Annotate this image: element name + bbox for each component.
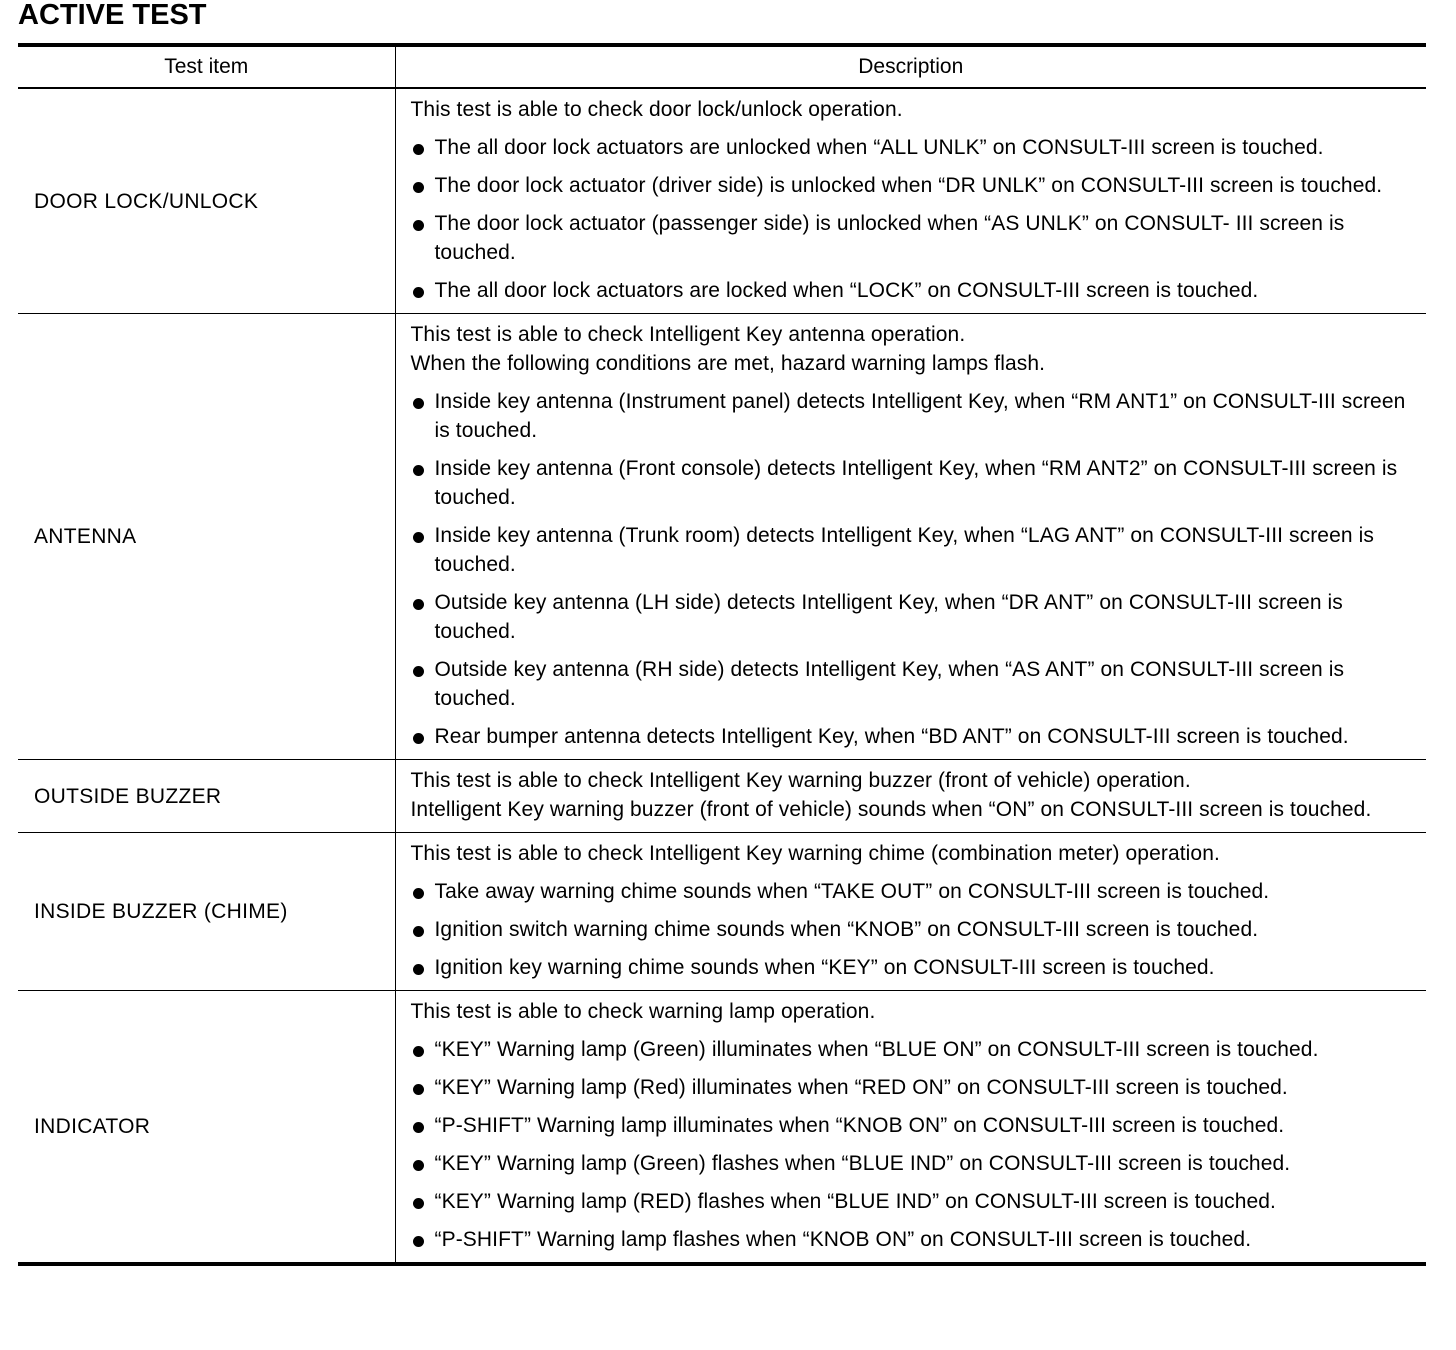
bullet-item [411, 387, 1415, 445]
header-description: Description [395, 45, 1426, 88]
bullet-item [411, 209, 1415, 267]
table-row [18, 314, 1426, 760]
description-intro-line: This test is able to check Intelligent Key warning buzzer (front of vehicle) operation. [410, 769, 1191, 792]
bullet-dot-icon [413, 287, 424, 298]
description-cell [395, 760, 1426, 833]
bullet-list [411, 387, 1415, 751]
bullet-text: Rear bumper antenna detects Intelligent Key, when “BD ANT” on CONSULT-III screen is touched. [434, 725, 1349, 748]
bullet-text: Ignition switch warning chime sounds when “KNOB” on CONSULT-III screen is touched. [434, 918, 1259, 941]
bullet-dot-icon [413, 1236, 424, 1247]
bullet-text: The door lock actuator (passenger side) is unlocked when “AS UNLK” on CONSULT- III screen is touched. [434, 212, 1345, 264]
bullet-dot-icon [413, 1198, 424, 1209]
bullet-item [411, 171, 1415, 200]
description-cell [395, 833, 1426, 991]
active-test-table [18, 43, 1426, 1266]
bullet-text: The all door lock actuators are locked when “LOCK” on CONSULT-III screen is touched. [434, 279, 1259, 302]
bullet-dot-icon [413, 532, 424, 543]
bullet-text: The door lock actuator (driver side) is unlocked when “DR UNLK” on CONSULT-III screen is touched. [434, 174, 1383, 197]
table-row [18, 991, 1426, 1265]
bullet-text: “KEY” Warning lamp (Green) illuminates when “BLUE ON” on CONSULT-III screen is touched. [434, 1038, 1319, 1061]
description-intro-line: This test is able to check warning lamp operation. [410, 1000, 876, 1023]
test-item-cell: OUTSIDE BUZZER [18, 760, 395, 833]
description-intro-line: When the following conditions are met, hazard warning lamps flash. [410, 352, 1046, 375]
bullet-item [411, 276, 1415, 305]
bullet-text: Inside key antenna (Trunk room) detects Intelligent Key, when “LAG ANT” on CONSULT-III screen is touched. [434, 524, 1374, 576]
bullet-text: “KEY” Warning lamp (Red) illuminates when “RED ON” on CONSULT-III screen is touched. [434, 1076, 1288, 1099]
bullet-dot-icon [413, 1046, 424, 1057]
description-intro-line: Intelligent Key warning buzzer (front of vehicle) sounds when “ON” on CONSULT-III screen is touched. [410, 798, 1372, 821]
bullet-dot-icon [413, 398, 424, 409]
header-test-item: Test item [18, 45, 395, 88]
bullet-dot-icon [413, 666, 424, 677]
test-item-cell: INSIDE BUZZER (CHIME) [18, 833, 395, 991]
bullet-dot-icon [413, 964, 424, 975]
bullet-text: Outside key antenna (LH side) detects Intelligent Key, when “DR ANT” on CONSULT-III screen is touched. [434, 591, 1343, 643]
bullet-dot-icon [413, 926, 424, 937]
table-body [18, 88, 1426, 1264]
bullet-dot-icon [413, 144, 424, 155]
description-intro-line: This test is able to check Intelligent Key antenna operation. [410, 323, 966, 346]
bullet-dot-icon [413, 182, 424, 193]
table-row [18, 88, 1426, 314]
bullet-text: “P-SHIFT” Warning lamp illuminates when “KNOB ON” on CONSULT-III screen is touched. [434, 1114, 1285, 1137]
bullet-list [411, 877, 1415, 982]
bullet-text: “P-SHIFT” Warning lamp flashes when “KNOB ON” on CONSULT-III screen is touched. [434, 1228, 1252, 1251]
description-intro-line: This test is able to check Intelligent Key warning chime (combination meter) operation. [410, 842, 1220, 865]
bullet-item [411, 655, 1415, 713]
bullet-dot-icon [413, 1084, 424, 1095]
bullet-dot-icon [413, 465, 424, 476]
bullet-text: Inside key antenna (Instrument panel) detects Intelligent Key, when “RM ANT1” on CONSULT-III screen is touched. [434, 390, 1406, 442]
bullet-list [411, 133, 1415, 305]
table-row [18, 760, 1426, 833]
description-cell [395, 88, 1426, 314]
bullet-dot-icon [413, 888, 424, 899]
bullet-text: Take away warning chime sounds when “TAKE OUT” on CONSULT-III screen is touched. [434, 880, 1270, 903]
table-row [18, 833, 1426, 991]
bullet-item [411, 1111, 1415, 1140]
bullet-dot-icon [413, 220, 424, 231]
bullet-item [411, 133, 1415, 162]
bullet-item [411, 1073, 1415, 1102]
description-cell [395, 991, 1426, 1265]
bullet-item [411, 915, 1415, 944]
bullet-text: Inside key antenna (Front console) detects Intelligent Key, when “RM ANT2” on CONSULT-III screen is touched. [434, 457, 1398, 509]
description-intro-line: This test is able to check door lock/unlock operation. [410, 98, 903, 121]
table-header-row [18, 45, 1426, 88]
test-item-cell: ANTENNA [18, 314, 395, 760]
bullet-item [411, 454, 1415, 512]
bullet-item [411, 1149, 1415, 1178]
bullet-dot-icon [413, 733, 424, 744]
bullet-dot-icon [413, 1160, 424, 1171]
bullet-text: Ignition key warning chime sounds when “KEY” on CONSULT-III screen is touched. [434, 956, 1215, 979]
bullet-text: “KEY” Warning lamp (Green) flashes when “BLUE IND” on CONSULT-III screen is touched. [434, 1152, 1291, 1175]
bullet-item [411, 722, 1415, 751]
bullet-dot-icon [413, 599, 424, 610]
bullet-text: The all door lock actuators are unlocked when “ALL UNLK” on CONSULT-III screen is touched. [434, 136, 1324, 159]
bullet-list [411, 1035, 1415, 1254]
bullet-item [411, 1225, 1415, 1254]
bullet-text: Outside key antenna (RH side) detects Intelligent Key, when “AS ANT” on CONSULT-III screen is touched. [434, 658, 1345, 710]
bullet-item [411, 1187, 1415, 1216]
bullet-dot-icon [413, 1122, 424, 1133]
bullet-item [411, 588, 1415, 646]
description-cell [395, 314, 1426, 760]
test-item-cell: DOOR LOCK/UNLOCK [18, 88, 395, 314]
bullet-item [411, 1035, 1415, 1064]
bullet-item [411, 953, 1415, 982]
bullet-item [411, 521, 1415, 579]
test-item-cell: INDICATOR [18, 991, 395, 1265]
page-title: ACTIVE TEST [18, 0, 207, 31]
bullet-item [411, 877, 1415, 906]
bullet-text: “KEY” Warning lamp (RED) flashes when “BLUE IND” on CONSULT-III screen is touched. [434, 1190, 1276, 1213]
